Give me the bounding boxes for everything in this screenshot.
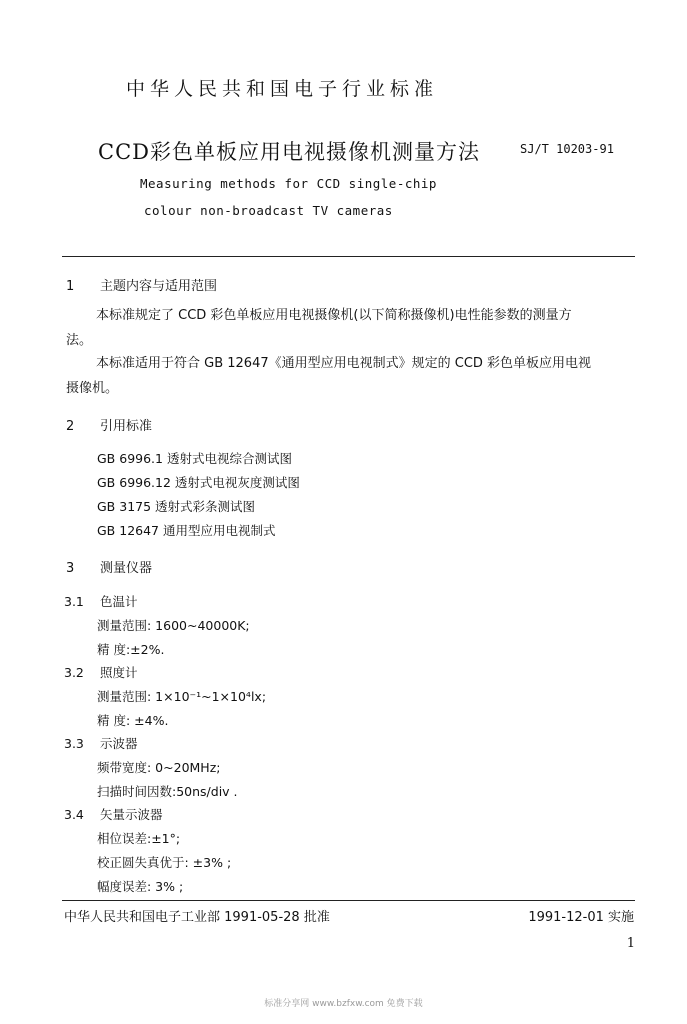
spec-item: 相位误差:±1°; bbox=[97, 831, 181, 846]
section-1-paragraph-1-line-1: 本标准规定了 CCD 彩色单板应用电视摄像机(以下简称摄像机)电性能参数的测量方 bbox=[96, 308, 572, 323]
reference-item: GB 3175 透射式彩条测试图 bbox=[97, 499, 256, 514]
section-1-heading bbox=[66, 275, 217, 294]
standard-number: SJ/T 10203-91 bbox=[520, 142, 614, 156]
section-3-heading bbox=[66, 557, 152, 576]
section-title: 引用标准 bbox=[100, 419, 153, 434]
spec-item: 幅度误差: 3% ; bbox=[97, 879, 184, 894]
section-number: 2 bbox=[66, 419, 75, 434]
section-number: 3 bbox=[66, 561, 75, 576]
subsection-number: 3.3 bbox=[64, 736, 84, 751]
industry-standard-heading: 中华人民共和国电子行业标准 bbox=[126, 78, 439, 100]
section-title: 主题内容与适用范围 bbox=[100, 279, 218, 294]
spec-item: 精 度:±2%. bbox=[97, 642, 165, 657]
reference-item: GB 12647 通用型应用电视制式 bbox=[97, 523, 276, 538]
subsection-title: 示波器 bbox=[100, 736, 138, 751]
english-title-line-2: colour non-broadcast TV cameras bbox=[144, 203, 393, 218]
subsection-3-4-heading bbox=[64, 805, 163, 823]
section-1-paragraph-2-line-2: 摄像机。 bbox=[66, 381, 119, 396]
header-divider bbox=[62, 256, 635, 257]
spec-item: 校正圆失真优于: ±3% ; bbox=[97, 855, 232, 870]
footer-divider bbox=[62, 900, 635, 901]
watermark: 标准分享网 www.bzfxw.com 免费下载 bbox=[264, 999, 423, 1009]
subsection-number: 3.4 bbox=[64, 807, 84, 822]
subsection-title: 照度计 bbox=[100, 665, 138, 680]
subsection-3-2-heading bbox=[64, 663, 138, 681]
subsection-3-1-heading bbox=[64, 592, 138, 610]
section-title: 测量仪器 bbox=[100, 561, 153, 576]
implementation-date: 1991-12-01 实施 bbox=[528, 910, 634, 925]
document-title: CCD彩色单板应用电视摄像机测量方法 bbox=[98, 140, 480, 164]
page-number: 1 bbox=[626, 936, 635, 951]
spec-item: 扫描时间因数:50ns/div . bbox=[97, 784, 238, 799]
subsection-number: 3.1 bbox=[64, 594, 84, 609]
spec-item: 精 度: ±4%. bbox=[97, 713, 169, 728]
reference-item: GB 6996.12 透射式电视灰度测试图 bbox=[97, 475, 300, 490]
spec-item: 频带宽度: 0~20MHz; bbox=[97, 760, 221, 775]
section-1-paragraph-1-line-2: 法。 bbox=[66, 333, 93, 348]
subsection-number: 3.2 bbox=[64, 665, 84, 680]
spec-item: 测量范围: 1×10⁻¹~1×10⁴lx; bbox=[97, 689, 267, 704]
approval-issuer: 中华人民共和国电子工业部 1991-05-28 批准 bbox=[64, 910, 330, 925]
subsection-title: 矢量示波器 bbox=[100, 807, 163, 822]
subsection-title: 色温计 bbox=[100, 594, 138, 609]
section-2-heading bbox=[66, 415, 152, 434]
reference-item: GB 6996.1 透射式电视综合测试图 bbox=[97, 451, 292, 466]
section-1-paragraph-2-line-1: 本标准适用于符合 GB 12647《通用型应用电视制式》规定的 CCD 彩色单板应用电视 bbox=[96, 356, 592, 371]
subsection-3-3-heading bbox=[64, 734, 138, 752]
spec-item: 测量范围: 1600~40000K; bbox=[97, 618, 250, 633]
english-title-line-1: Measuring methods for CCD single-chip bbox=[140, 176, 437, 191]
section-number: 1 bbox=[66, 279, 75, 294]
